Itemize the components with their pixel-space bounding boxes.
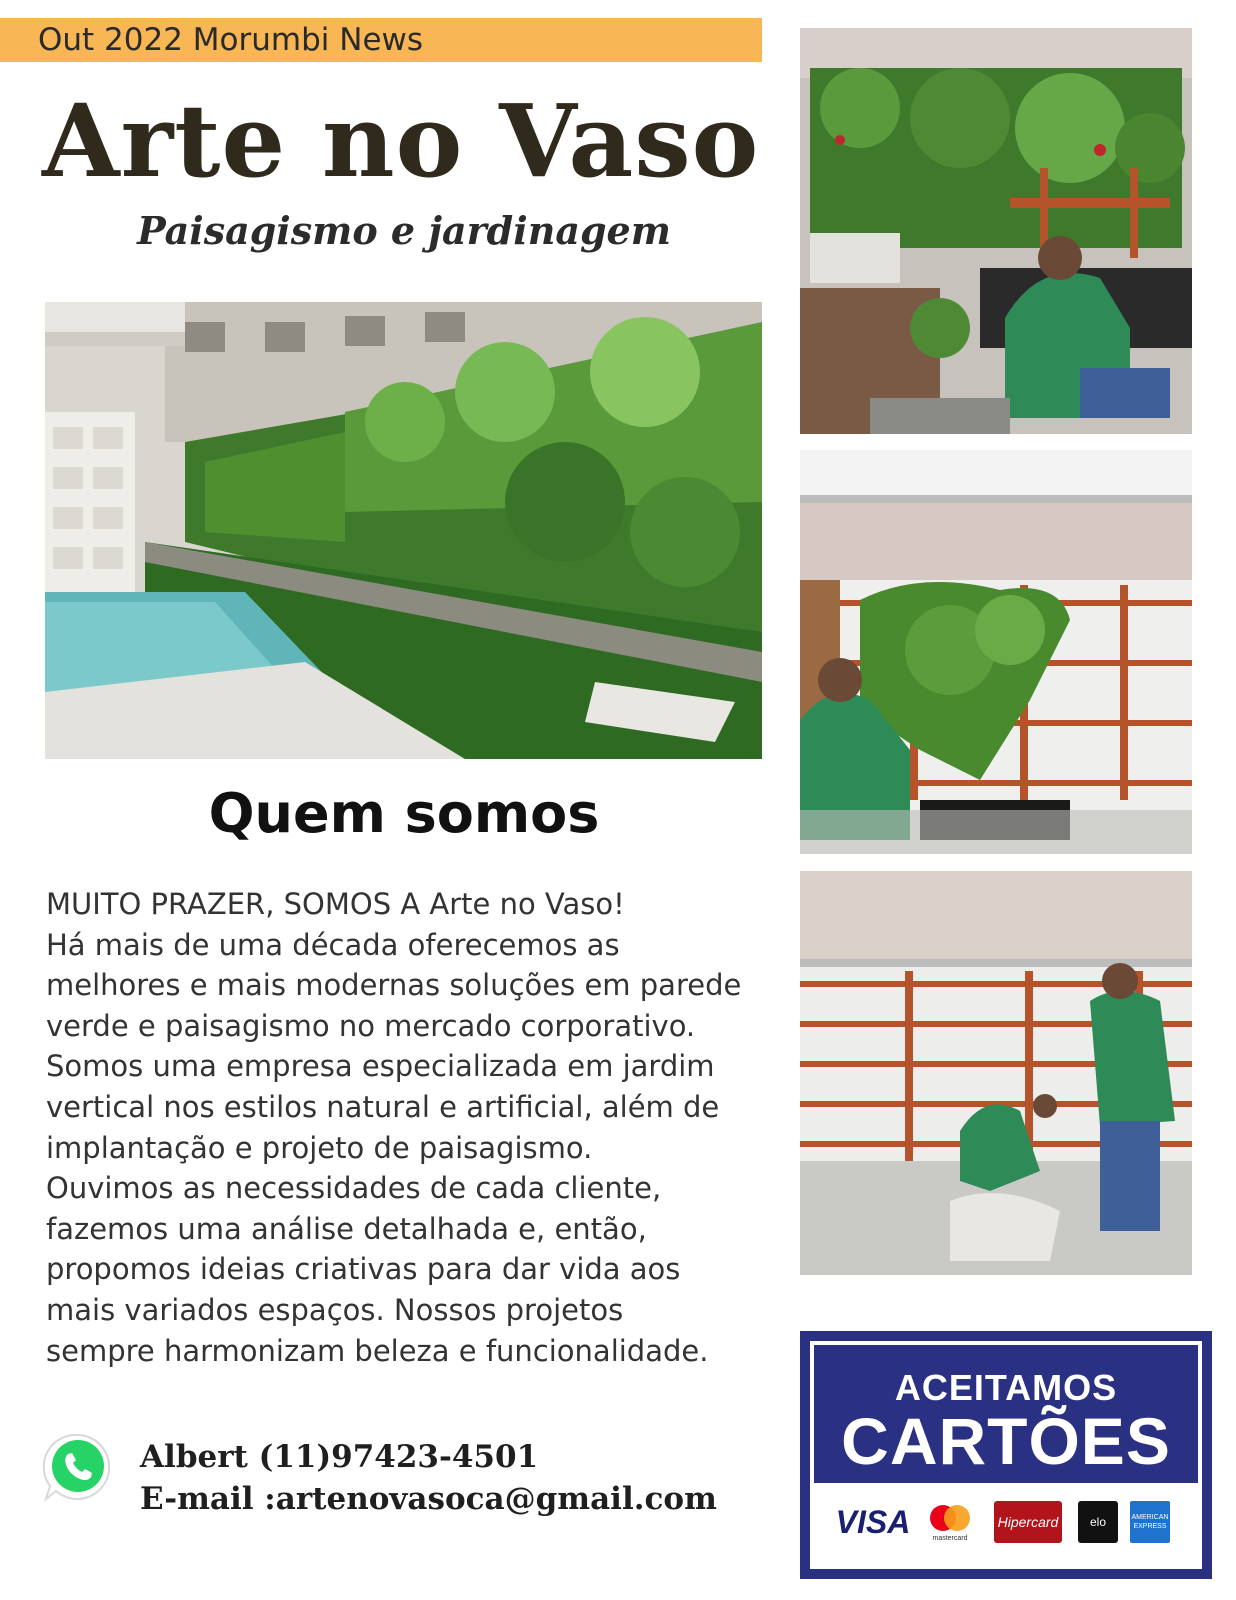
installation-photo-2 [800,450,1192,854]
about-paragraph: MUITO PRAZER, SOMOS A Arte no Vaso! Há mais de uma década oferecemos as melhores e mais modernas soluções em parede verde e paisagismo no mercado corporativo. Somos uma empresa especializada em jardim vertical nos estilos natural e artificial, além de implantação e projeto de paisagismo. Ouvimos as necessidades de cada cliente, fazemos uma análise detalhada e, então, propomos ideias criativas para dar vida aos mais variados espaços. Nossos projetos sempre harmonizam beleza e funcionalidade. [46,887,742,1368]
installation-photo-1 [800,28,1192,434]
issue-label: Out 2022 Morumbi News [38,22,424,58]
card-brands-strip [814,1483,1198,1565]
mastercard-wordmark: mastercard [932,1535,968,1542]
contact-phone[interactable]: Albert (11)97423-4501 [140,1439,539,1475]
about-heading: Quem somos [208,782,600,845]
payment-cards-frame [810,1341,1202,1569]
payment-cards-panel [800,1331,1212,1579]
payment-heading [814,1345,1198,1491]
hipercard-logo: Hipercard [994,1501,1062,1543]
contact-block [40,1425,780,1535]
whatsapp-icon[interactable] [40,1429,116,1505]
vertical-garden-main-photo [45,302,762,759]
installation-photo-3 [800,871,1192,1275]
payment-line-2: CARTÕES [841,1404,1171,1478]
issue-banner [0,18,762,62]
page-subtitle: Paisagismo e jardinagem [137,208,671,253]
amex-logo: AMERICAN EXPRESS [1130,1501,1170,1543]
elo-logo: elo [1078,1501,1118,1543]
contact-email[interactable]: E-mail :artenovasoca@gmail.com [140,1481,717,1517]
page-title: Arte no Vaso [42,82,760,200]
mastercard-logo [922,1501,978,1543]
visa-logo: VISA [835,1503,911,1540]
payment-line-1: ACEITAMOS [894,1367,1118,1408]
